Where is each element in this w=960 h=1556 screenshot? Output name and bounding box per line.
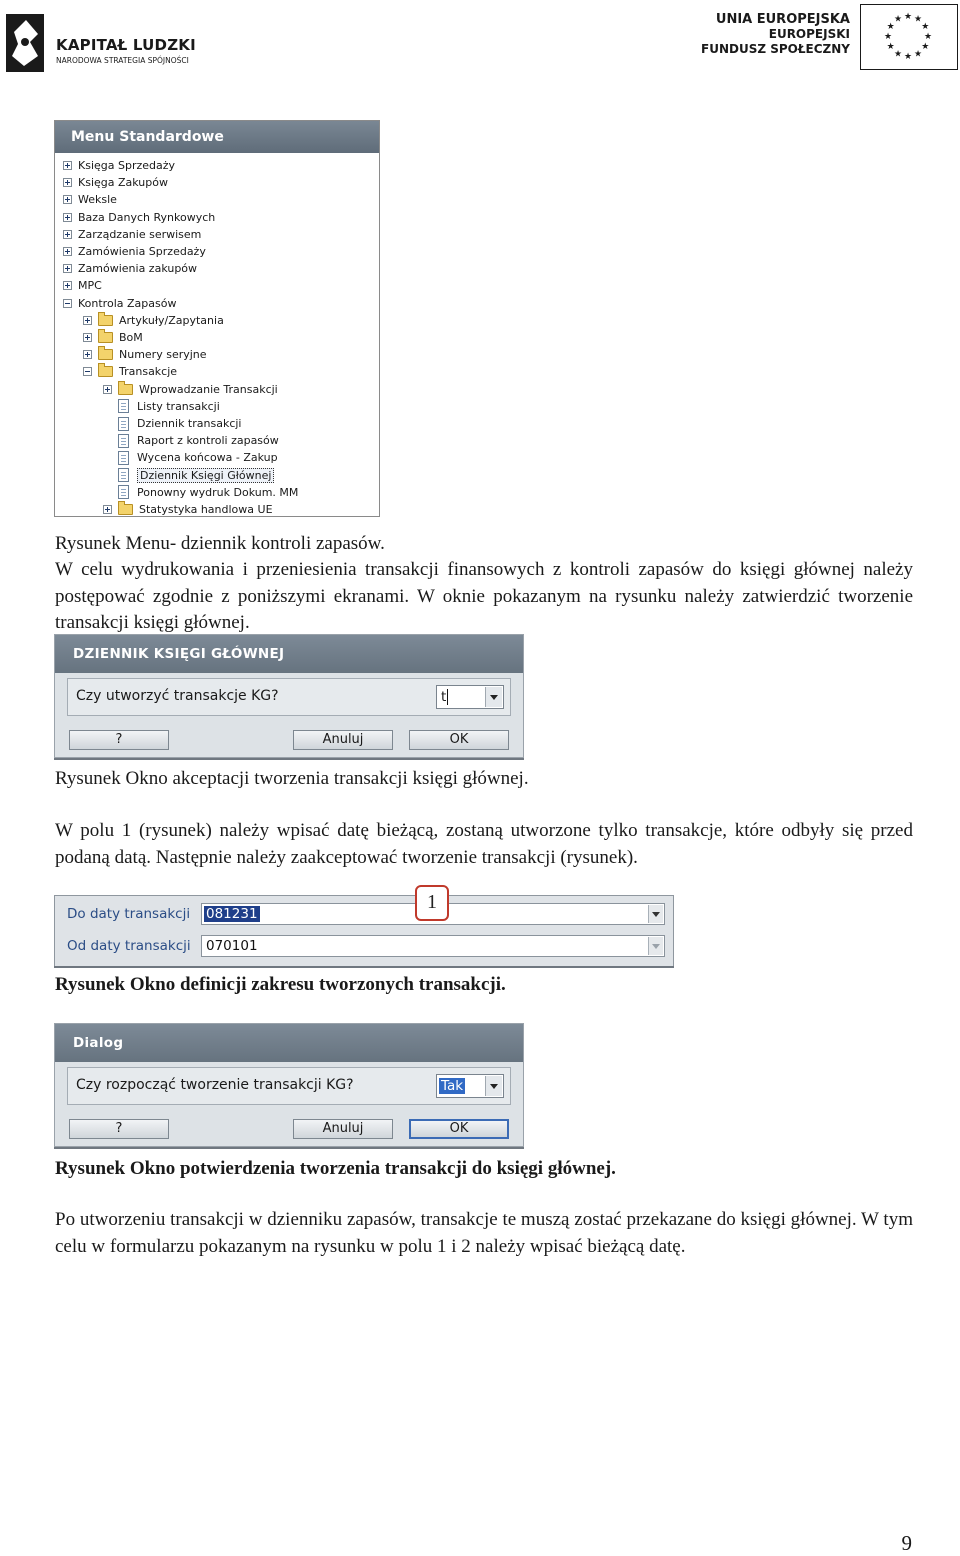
dialog-body [67,678,511,716]
eu-star-icon: ★ [893,48,903,59]
expand-icon[interactable] [103,505,112,514]
figure-caption-confirm: Rysunek Okno potwierdzenia tworzenia transakcji do księgi głównej. [55,1158,616,1179]
document-icon [118,485,129,499]
dialog-title: Dialog [55,1024,523,1062]
menu-item[interactable] [103,449,278,466]
document-icon [118,434,129,448]
paragraph-post-transfer: Po utworzeniu transakcji w dzienniku zapasów, transakcje te muszą zostać przekazane do księgi głównej. W tym celu w formularzu pokazanym na rysunku w polu 1 i 2 należy wpisać bieżącą datę. [55,1209,913,1257]
eu-star-icon: ★ [886,21,895,31]
menu-item-label: MPC [78,279,102,293]
expand-icon[interactable] [63,264,72,273]
menu-item[interactable] [63,243,206,260]
figure-caption-menu: Rysunek Menu- dziennik kontroli zapasów. [55,533,385,554]
eu-logo-line3: FUNDUSZ SPOŁECZNY [701,42,850,56]
folder-icon [118,504,133,515]
expand-icon[interactable] [103,385,112,394]
divider [54,1147,524,1149]
expand-icon[interactable] [63,281,72,290]
gl-journal-dialog [54,634,524,758]
eu-star-icon: ★ [893,13,903,24]
cancel-button[interactable]: Anuluj [293,730,393,750]
ok-button[interactable]: OK [409,1119,509,1139]
kapital-ludzki-title: KAPITAŁ LUDZKI [56,36,196,54]
expand-icon[interactable] [63,230,72,239]
eu-star-icon: ★ [921,41,930,51]
menu-item[interactable] [63,260,197,277]
figure-caption-range: Rysunek Okno definicji zakresu tworzonych transakcji. [55,974,506,995]
menu-item[interactable] [63,157,175,174]
menu-item[interactable] [63,226,201,243]
to-date-label: Do daty transakcji [67,906,191,922]
menu-item-label: Zamówienia Sprzedaży [78,245,206,258]
dialog-question: Czy utworzyć transakcje KG? [76,688,279,704]
eu-star-icon: ★ [913,13,923,24]
menu-item[interactable] [83,312,224,329]
menu-item[interactable] [103,432,279,449]
folder-icon [98,315,113,326]
menu-item-label: Statystyka handlowa UE [139,503,273,516]
expand-icon[interactable] [63,161,72,170]
menu-item-label: Baza Danych Rynkowych [78,210,216,224]
to-date-row [55,900,673,928]
expand-icon[interactable] [83,316,92,325]
expand-icon[interactable] [63,195,72,204]
eu-star-icon: ★ [903,51,913,61]
menu-title: Menu Standardowe [55,121,379,153]
ok-button[interactable]: OK [409,730,509,750]
figure-caption-accept: Rysunek Okno akceptacji tworzenia transakcji księgi głównej. [55,768,529,789]
eu-star-icon: ★ [921,21,930,31]
folder-icon [118,384,133,395]
expand-icon[interactable] [63,213,72,222]
eu-flag-icon [860,4,958,70]
text-caret [447,689,448,705]
menu-item[interactable] [83,329,143,346]
menu-item-label: Księga Sprzedaży [78,159,176,172]
confirm-combo-value: t [441,689,447,705]
expand-icon[interactable] [83,333,92,342]
help-button[interactable]: ? [69,730,169,750]
chevron-down-icon [648,937,663,955]
menu-item[interactable] [83,346,207,363]
menu-item[interactable] [63,174,168,191]
expand-icon[interactable] [63,247,72,256]
collapse-icon[interactable] [83,367,92,376]
from-date-input[interactable] [201,935,665,957]
start-transactions-dialog [54,1023,524,1147]
kapital-ludzki-subtitle: NARODOWA STRATEGIA SPÓJNOŚCI [56,56,189,65]
document-icon [118,417,129,431]
menu-item-label: Księga Zakupów [78,176,168,190]
document-icon [118,468,129,482]
eu-logo-line2: EUROPEJSKI [768,27,850,41]
menu-item[interactable] [103,381,278,398]
from-date-label: Od daty transakcji [67,938,191,954]
paragraph-intro: W celu wydrukowania i przeniesienia transakcji finansowych z kontroli zapasów do księgi głównej należy postępować zgodnie z poniższymi ekranami. W oknie pokazanym na rysunku należy zatwierdzić tworzenie transakcji księgi głównej. [55,559,913,633]
menu-item[interactable] [103,415,241,432]
to-date-value: 081231 [206,906,258,922]
dialog-question: Czy rozpocząć tworzenie transakcji KG? [76,1077,354,1093]
cancel-button[interactable]: Anuluj [293,1119,393,1139]
standard-menu-panel [54,120,380,517]
confirm-combo[interactable] [436,1074,504,1098]
dialog-title: DZIENNIK KSIĘGI GŁÓWNEJ [55,635,523,673]
confirm-combo-value: Tak [441,1078,464,1094]
eu-logo-line1: UNIA EUROPEJSKA [715,12,850,27]
menu-item-label: Wycena końcowa - Zakup [137,451,278,465]
menu-item-label: Zarządzanie serwisem [78,227,202,241]
document-icon [118,399,129,413]
menu-item[interactable] [83,363,177,380]
chevron-down-icon[interactable] [485,1076,502,1096]
dialog-body [67,1067,511,1105]
eu-star-icon: ★ [913,48,923,59]
eu-logo-text [701,12,850,57]
menu-item-label: Raport z kontroli zapasów [137,434,279,448]
folder-icon [98,366,113,377]
callout-marker: 1 [415,885,449,921]
from-date-value: 070101 [206,938,258,954]
document-icon [118,451,129,465]
menu-item-label: Ponowny wydruk Dokum. MM [137,485,299,499]
menu-item-label: Numery seryjne [119,348,207,362]
eu-star-icon: ★ [923,31,933,41]
kapital-ludzki-emblem-icon [4,12,46,74]
divider [54,966,674,968]
eu-star-icon: ★ [883,31,893,41]
menu-item-label: Weksle [78,193,117,207]
folder-icon [98,332,113,343]
help-button[interactable]: ? [69,1119,169,1139]
eu-star-icon: ★ [903,11,913,21]
menu-item-label: BoM [119,331,143,344]
menu-item-label: Dziennik Księgi Głównej [137,468,274,483]
menu-item[interactable] [103,501,273,517]
menu-item[interactable] [63,209,215,226]
menu-item-label: Artykuły/Zapytania [119,313,224,327]
divider [54,758,524,760]
menu-item-label: Dziennik transakcji [137,417,242,430]
from-date-row [55,932,673,960]
menu-item[interactable] [103,484,298,501]
page-number: 9 [901,1531,912,1555]
menu-item[interactable] [103,467,274,484]
expand-icon[interactable] [83,350,92,359]
kapital-ludzki-logo [4,12,204,76]
menu-item[interactable] [103,398,220,415]
folder-icon [98,349,113,360]
menu-item-label: Wprowadzanie Transakcji [139,382,278,396]
menu-item[interactable] [63,295,176,312]
paragraph-date-field: W polu 1 (rysunek) należy wpisać datę bieżącą, zostaną utworzone tylko transakcje, które odbyły się przed podaną datą. Następnie należy zaakceptować tworzenie transakcji (rysunek). [55,820,913,868]
menu-item[interactable] [63,277,102,294]
menu-item[interactable] [63,191,117,208]
menu-item-label: Kontrola Zapasów [78,296,177,310]
expand-icon[interactable] [63,178,72,187]
menu-item-label: Transakcje [119,365,178,379]
collapse-icon[interactable] [63,299,72,308]
menu-item-label: Zamówienia zakupów [78,262,198,276]
menu-item-label: Listy transakcji [137,399,220,413]
chevron-down-icon[interactable] [485,687,502,707]
eu-star-icon: ★ [886,41,895,51]
confirm-combo[interactable] [436,685,504,709]
date-range-form [54,895,674,967]
chevron-down-icon[interactable] [648,905,663,923]
